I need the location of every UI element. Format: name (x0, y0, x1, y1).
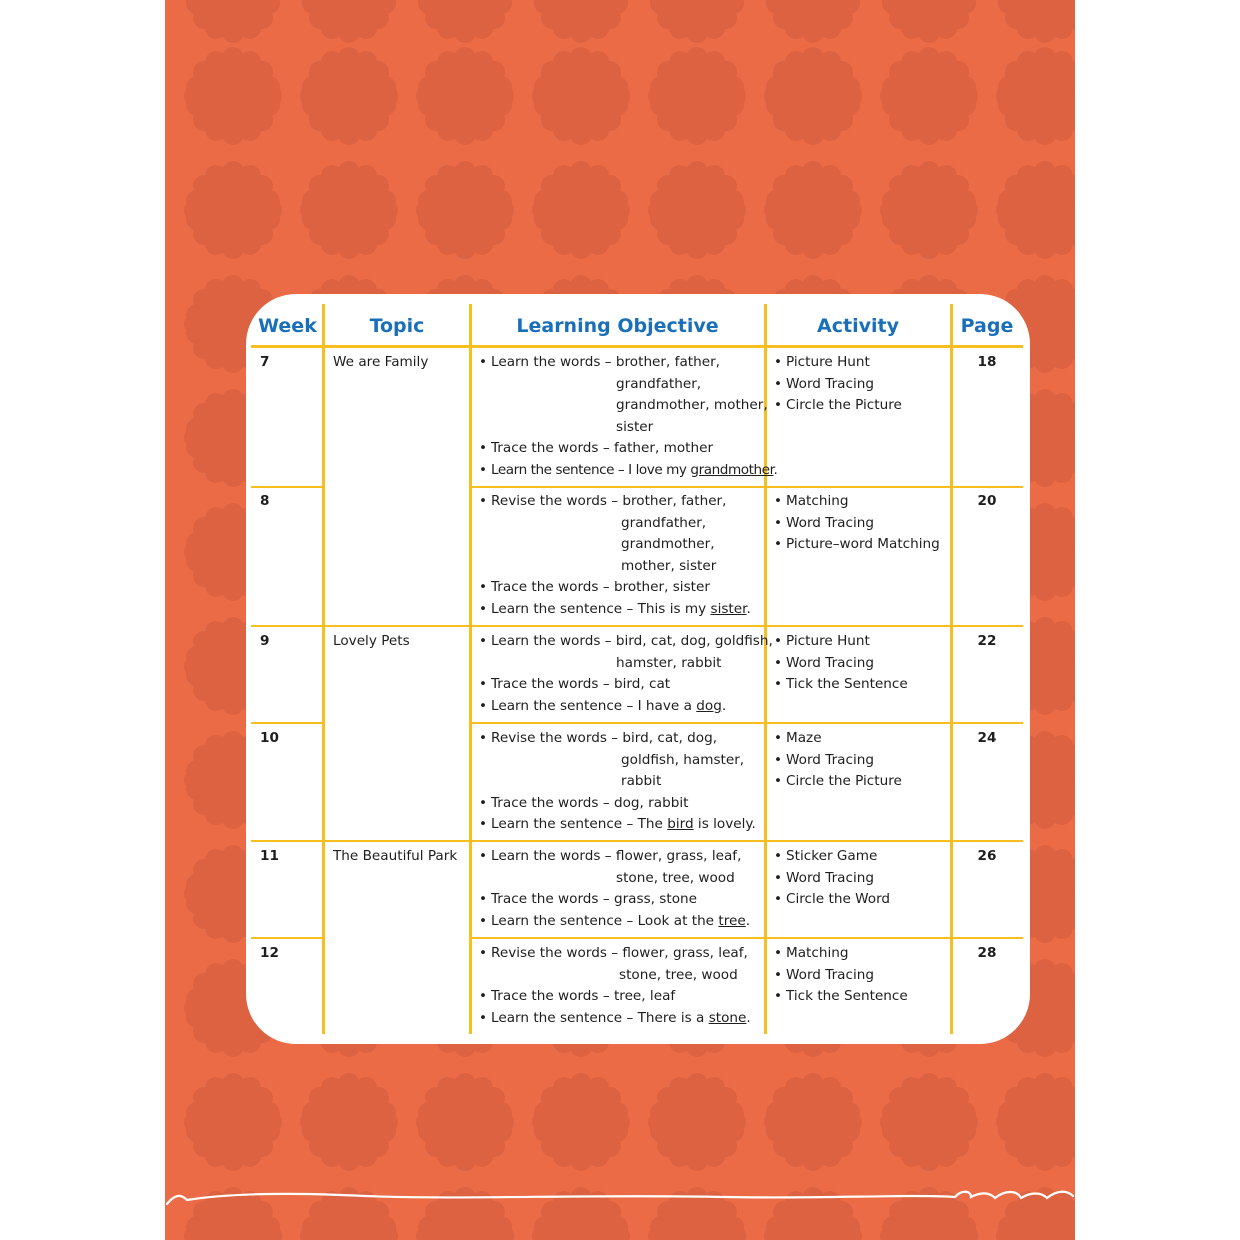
objective-continuation: stone, tree, wood (616, 869, 735, 886)
flower-shape (996, 0, 1075, 43)
learning-objective-cell (479, 943, 764, 1029)
activity-item: • Word Tracing (774, 653, 954, 675)
column-divider (322, 304, 325, 1034)
week-number: 11 (260, 848, 279, 864)
objective-continuation: grandmother, (621, 536, 715, 552)
flower-shape (184, 161, 282, 259)
page-number: 18 (977, 354, 997, 370)
page-number: 26 (977, 848, 997, 864)
header-activity: Activity (817, 315, 899, 337)
objective-item: • Learn the words – bird, cat, dog, goldfish, (479, 631, 764, 653)
page-background (165, 0, 1075, 1240)
objective-item: • Learn the sentence – The bird is lovely. (479, 814, 764, 836)
schedule-table (246, 294, 1030, 1044)
activity-cell (774, 491, 954, 556)
activity-cell (774, 943, 954, 1008)
flower-shape (764, 1073, 862, 1171)
flower-shape (300, 1073, 398, 1171)
objective-item: • Learn the sentence – This is my sister. (479, 599, 764, 621)
flower-shape (880, 47, 978, 145)
flower-shape (416, 47, 514, 145)
flower-shape (300, 161, 398, 259)
flower-shape (764, 0, 862, 43)
key-word: grandmother (690, 461, 774, 478)
page-number: 22 (977, 633, 997, 649)
key-word: stone (708, 1009, 747, 1026)
activity-item: • Matching (774, 491, 954, 513)
activity-cell (774, 728, 954, 793)
objective-continuation: mother, sister (621, 557, 717, 574)
page-number: 24 (977, 730, 997, 746)
activity-item: • Circle the Word (774, 889, 954, 911)
objective-item: • Revise the words – flower, grass, leaf, (479, 943, 764, 965)
flower-shape (996, 1073, 1075, 1171)
flower-shape (184, 0, 282, 43)
objective-continuation: stone, tree, wood (619, 966, 738, 983)
column-divider (469, 304, 472, 1034)
week-number: 8 (260, 493, 270, 509)
flower-shape (184, 1073, 282, 1171)
topic-name: Lovely Pets (333, 633, 410, 649)
activity-item: • Tick the Sentence (774, 986, 954, 1008)
key-word: tree (718, 912, 746, 929)
header-week: Week (258, 315, 317, 337)
flower-shape (416, 0, 514, 43)
flower-shape (764, 47, 862, 145)
objective-item: • Trace the words – dog, rabbit (479, 793, 764, 815)
flower-shape (648, 47, 746, 145)
flower-shape (532, 1073, 630, 1171)
flower-shape (648, 1073, 746, 1171)
flower-shape (300, 0, 398, 43)
week-number: 12 (260, 945, 279, 961)
objective-item: • Learn the sentence – Look at the tree. (479, 911, 764, 933)
learning-objective-cell (479, 728, 764, 836)
flower-shape (532, 47, 630, 145)
objective-item: • Trace the words – father, mother (479, 438, 764, 460)
flower-shape (648, 161, 746, 259)
row-divider (251, 937, 323, 939)
objective-continuation: goldfish, hamster, (621, 751, 745, 768)
page-number: 28 (977, 945, 997, 961)
objective-item: • Trace the words – grass, stone (479, 889, 764, 911)
topic-name: The Beautiful Park (333, 848, 458, 864)
row-divider (251, 840, 1023, 842)
objective-item: • Learn the sentence – There is a stone. (479, 1008, 764, 1030)
objective-item: • Trace the words – tree, leaf (479, 986, 764, 1008)
objective-item: • Trace the words – brother, sister (479, 577, 764, 599)
activity-item: • Word Tracing (774, 513, 954, 535)
learning-objective-cell (479, 352, 778, 481)
objective-item: • Trace the words – bird, cat (479, 674, 764, 696)
flower-shape (184, 47, 282, 145)
page-number: 20 (977, 493, 997, 509)
bottom-wavy-line (165, 1188, 1075, 1218)
objective-item: • Learn the words – flower, grass, leaf, (479, 846, 764, 868)
objective-item: • Learn the sentence – I have a dog. (479, 696, 764, 718)
activity-cell (774, 631, 954, 696)
flower-shape (416, 1073, 514, 1171)
objective-item: • Revise the words – brother, father, (479, 491, 764, 513)
row-divider (470, 937, 1023, 939)
objective-continuation: sister (616, 418, 654, 435)
flower-shape (880, 0, 978, 43)
topic-name: We are Family (333, 354, 429, 370)
row-divider (251, 625, 1023, 627)
activity-item: • Word Tracing (774, 965, 954, 987)
objective-item: • Learn the words – brother, father, (479, 352, 764, 374)
learning-objective-cell (479, 491, 764, 620)
flower-shape (880, 1073, 978, 1171)
activity-cell (774, 846, 954, 911)
row-divider (470, 486, 1023, 488)
activity-item: • Circle the Picture (774, 395, 954, 417)
activity-item: • Matching (774, 943, 954, 965)
objective-continuation: grandfather, (616, 375, 702, 392)
activity-cell (774, 352, 954, 417)
flower-shape (996, 161, 1075, 259)
objective-continuation: grandfather, (621, 514, 707, 531)
header-page: Page (960, 315, 1014, 337)
key-word: sister (710, 600, 747, 617)
activity-item: • Tick the Sentence (774, 674, 954, 696)
activity-item: • Word Tracing (774, 868, 954, 890)
header-learning-objective: Learning Objective (516, 315, 719, 337)
header-topic: Topic (369, 315, 425, 337)
row-divider (251, 722, 323, 724)
week-number: 10 (260, 730, 279, 746)
objective-item: • Revise the words – bird, cat, dog, (479, 728, 764, 750)
row-divider (251, 486, 323, 488)
objective-continuation: rabbit (621, 773, 662, 789)
flower-shape (880, 161, 978, 259)
activity-item: • Picture Hunt (774, 631, 954, 653)
objective-continuation: grandmother, mother, (616, 397, 768, 413)
objective-item: • Learn the sentence – I love my grandmother. (479, 460, 764, 482)
learning-objective-cell (479, 631, 773, 717)
key-word: bird (667, 816, 694, 832)
key-word: dog (696, 697, 722, 714)
flower-shape (996, 47, 1075, 145)
week-number: 9 (260, 633, 270, 649)
flower-shape (300, 47, 398, 145)
activity-item: • Circle the Picture (774, 771, 954, 793)
header-divider (251, 345, 1023, 348)
activity-item: • Picture–word Matching (774, 534, 954, 556)
learning-objective-cell (479, 846, 764, 932)
objective-continuation: hamster, rabbit (616, 654, 722, 671)
activity-item: • Picture Hunt (774, 352, 954, 374)
flower-shape (764, 161, 862, 259)
activity-item: • Word Tracing (774, 374, 954, 396)
activity-item: • Sticker Game (774, 846, 954, 868)
activity-item: • Word Tracing (774, 750, 954, 772)
row-divider (470, 722, 1023, 724)
flower-shape (416, 161, 514, 259)
activity-item: • Maze (774, 728, 954, 750)
flower-shape (648, 0, 746, 43)
week-number: 7 (260, 354, 270, 370)
flower-shape (532, 161, 630, 259)
flower-shape (532, 0, 630, 43)
